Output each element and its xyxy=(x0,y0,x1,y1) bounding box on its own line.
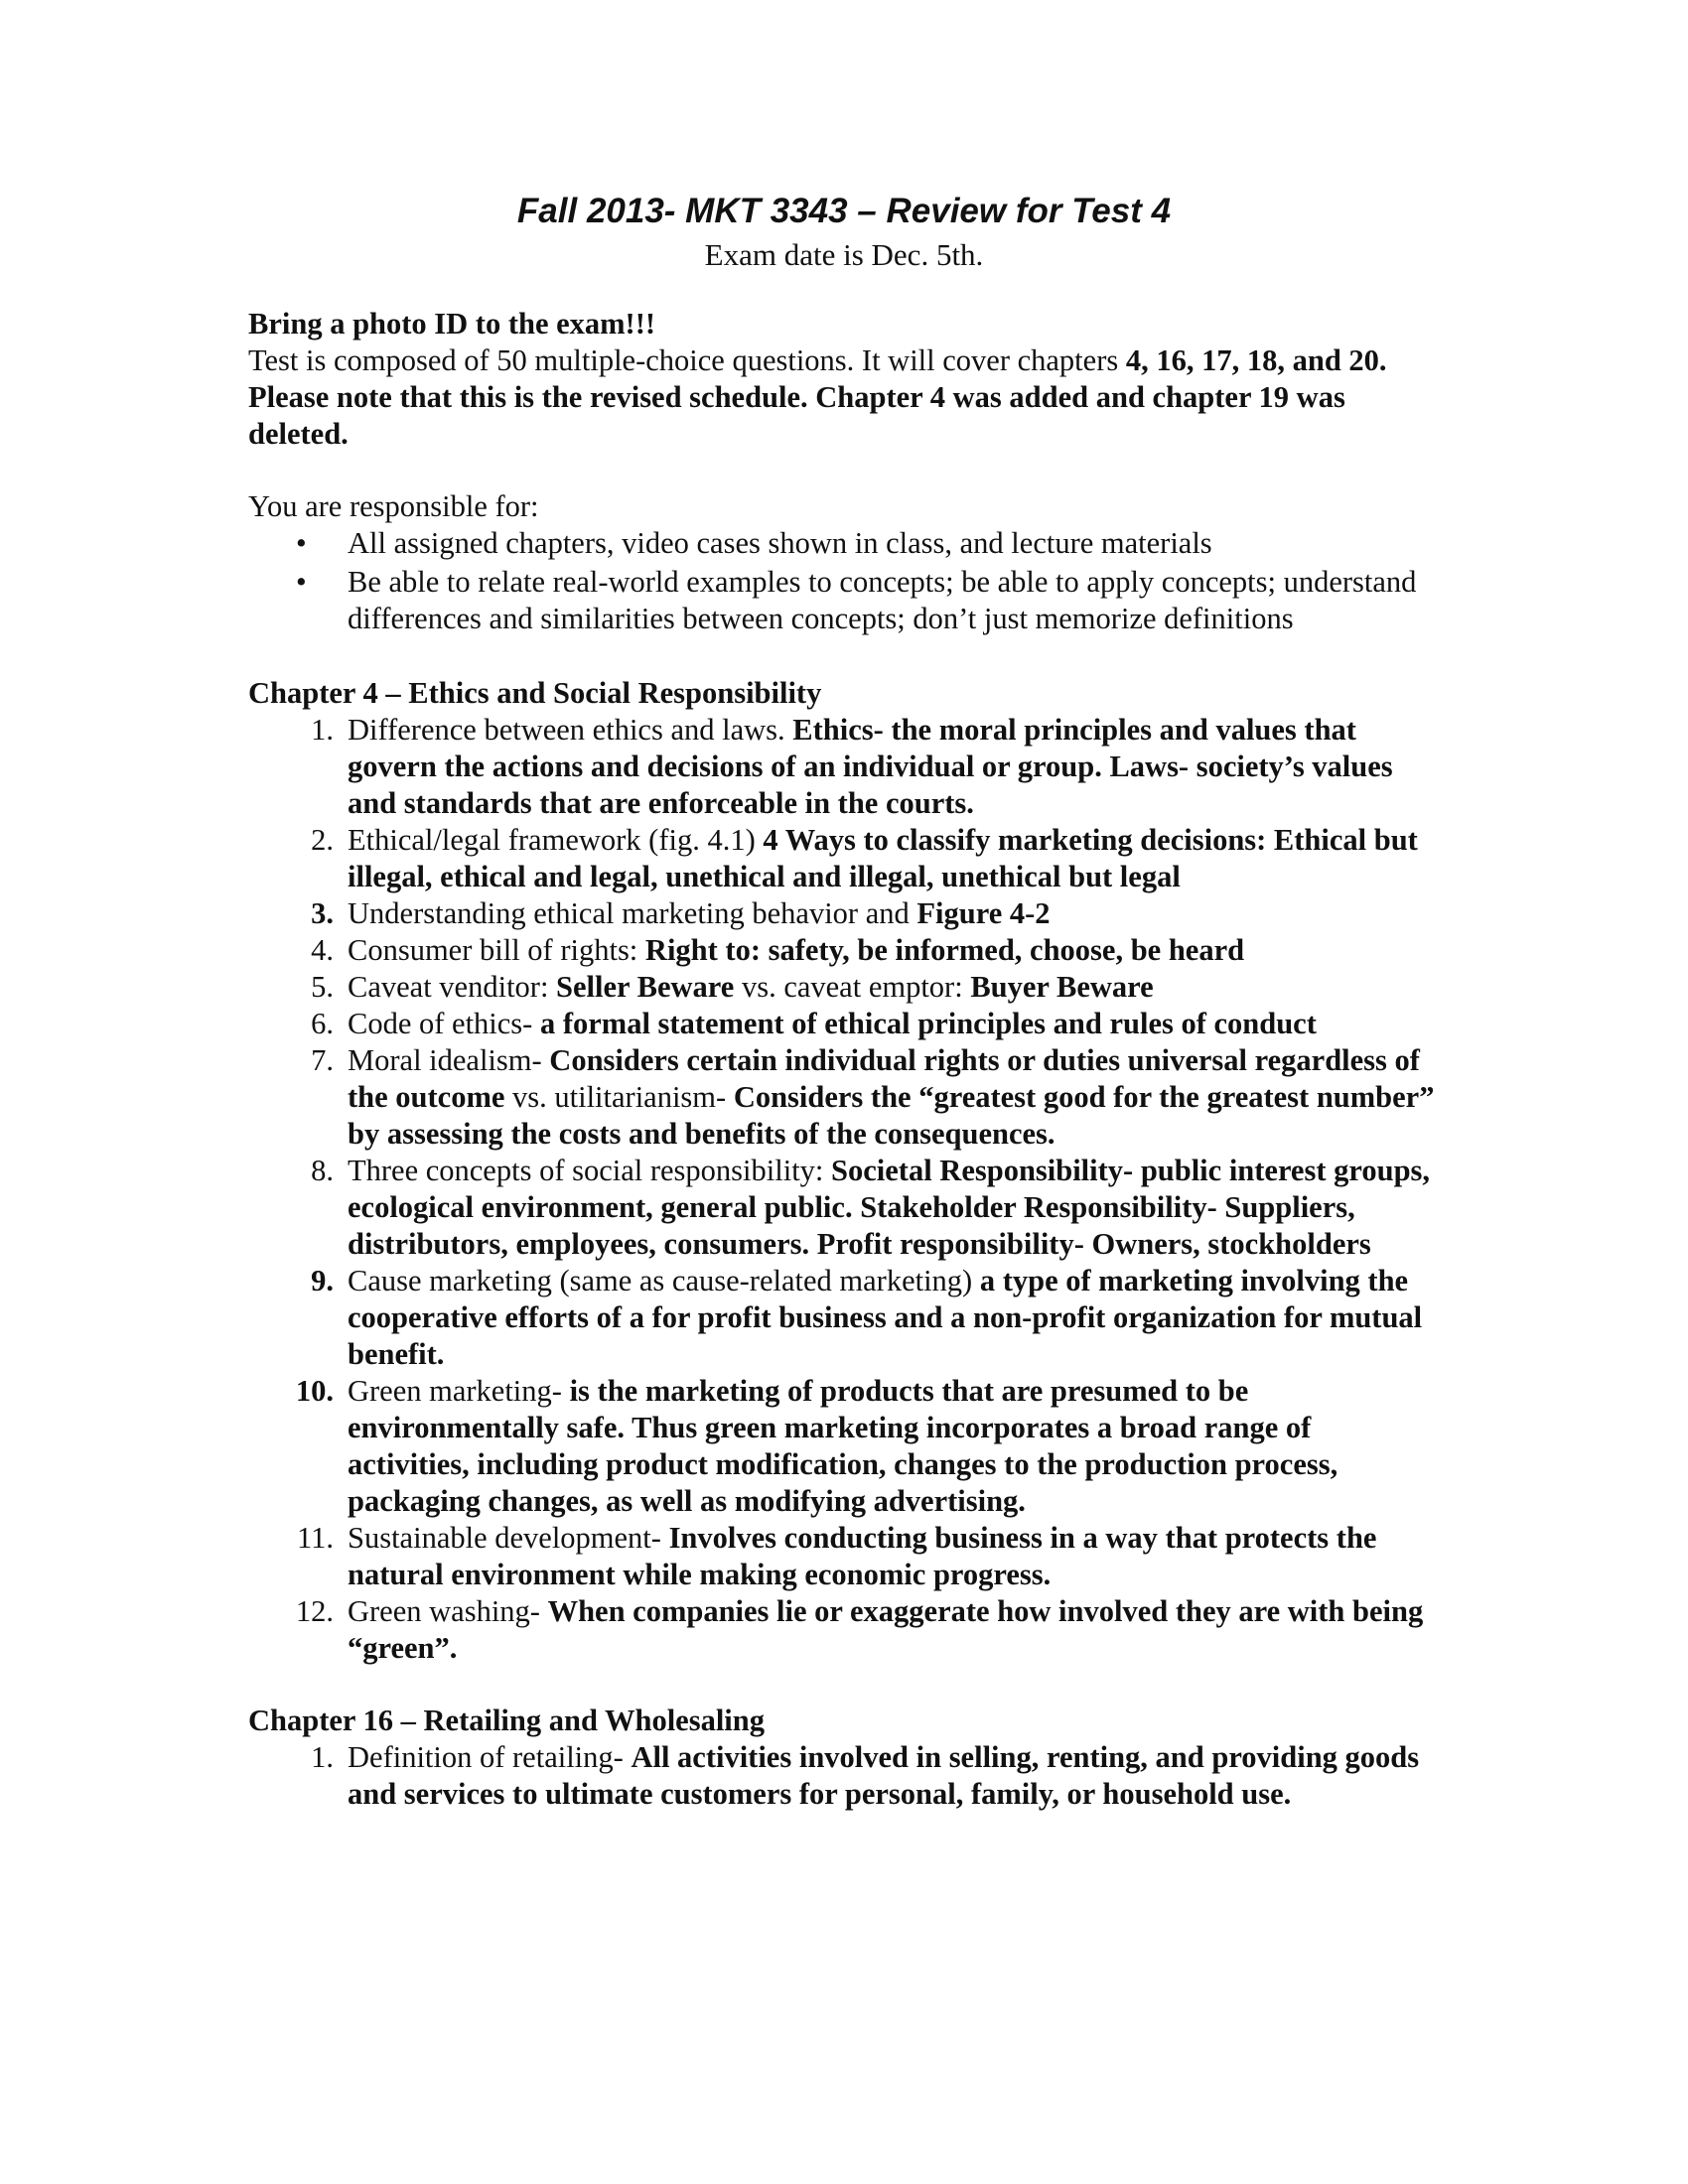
chapter-4-heading: Chapter 4 – Ethics and Social Responsibility xyxy=(248,676,822,710)
chapter-4-list xyxy=(248,712,1440,1667)
list-item: 3. Understanding ethical marketing behavior and Figure 4-2 xyxy=(311,896,1051,930)
list-item: 6. Code of ethics- a formal statement of ethical principles and rules of conduct xyxy=(311,1007,1317,1040)
list-item: 5. Caveat venditor: Seller Beware vs. caveat emptor: Buyer Beware xyxy=(311,970,1154,1004)
list-item: 9. Cause marketing (same as cause-related marketing) a type of marketing involving the cooperative efforts of a for profit business and a non-profit organization for mutual benefit. xyxy=(311,1264,1423,1371)
list-item: 11. Sustainable development- Involves conducting business in a way that protects the natural environment while making economic progress. xyxy=(297,1521,1377,1591)
test-composition-chapters: 4, 16, 17, 18, and 20. Please note that this is the revised schedule. Chapter 4 was added and chapter 19 was deleted. xyxy=(248,343,1387,451)
list-item: 12. Green washing- When companies lie or exaggerate how involved they are with being “green”. xyxy=(295,1594,1424,1665)
list-item: • Be able to relate real-world examples to concepts; be able to apply concepts; understand differences and similarities between concepts; don’t just memorize definitions xyxy=(296,565,1417,635)
list-item: • All assigned chapters, video cases shown in class, and lecture materials xyxy=(296,526,1212,560)
bullet-icon: • xyxy=(296,526,307,560)
chapter-16-heading: Chapter 16 – Retailing and Wholesaling xyxy=(248,1704,765,1737)
list-item: 10. Green marketing- is the marketing of products that are presumed to be environmentally safe. Thus green marketing incorporates a broad range of activities, including product modification, changes to the production process, packaging changes, as well as modifying advertising. xyxy=(295,1374,1338,1518)
list-item: 4. Consumer bill of rights: Right to: safety, be informed, choose, be heard xyxy=(311,933,1245,967)
responsibility-list xyxy=(248,525,1440,637)
list-item: 1. Definition of retailing- All activities involved in selling, renting, and providing goods and services to ultimate customers for personal, family, or household use. xyxy=(311,1740,1420,1811)
list-item: 7. Moral idealism- Considers certain individual rights or duties universal regardless of the outcome vs. utilitarianism- Considers the “greatest good for the greatest number” by assessing the costs and benefits of the consequences. xyxy=(311,1043,1435,1151)
exam-date: Exam date is Dec. 5th. xyxy=(704,237,984,272)
list-item: 2. Ethical/legal framework (fig. 4.1) 4 Ways to classify marketing decisions: Ethical but illegal, ethical and legal, unethical and illegal, unethical but legal xyxy=(311,823,1418,893)
photo-id-notice: Bring a photo ID to the exam!!! xyxy=(248,307,656,341)
test-composition-text: Test is composed of 50 multiple-choice questions. It will cover chapters xyxy=(248,343,1126,377)
list-item: 1. Difference between ethics and laws. Ethics- the moral principles and values that govern the actions and decisions of an individual or group. Laws- society’s values and standards that are enforceable in the courts. xyxy=(311,713,1393,820)
list-item: 8. Three concepts of social responsibility: Societal Responsibility- public interest groups, ecological environment, general public. Stakeholder Responsibility- Suppliers, distributors, employees, consumers. Profit responsibility- Owners, stockholders xyxy=(311,1154,1431,1261)
test-composition xyxy=(248,342,1440,453)
chapter-16-list xyxy=(248,1739,1440,1813)
page-title: Fall 2013- MKT 3343 – Review for Test 4 xyxy=(516,192,1172,230)
responsible-label: You are responsible for: xyxy=(248,489,539,523)
bullet-icon: • xyxy=(296,565,307,599)
